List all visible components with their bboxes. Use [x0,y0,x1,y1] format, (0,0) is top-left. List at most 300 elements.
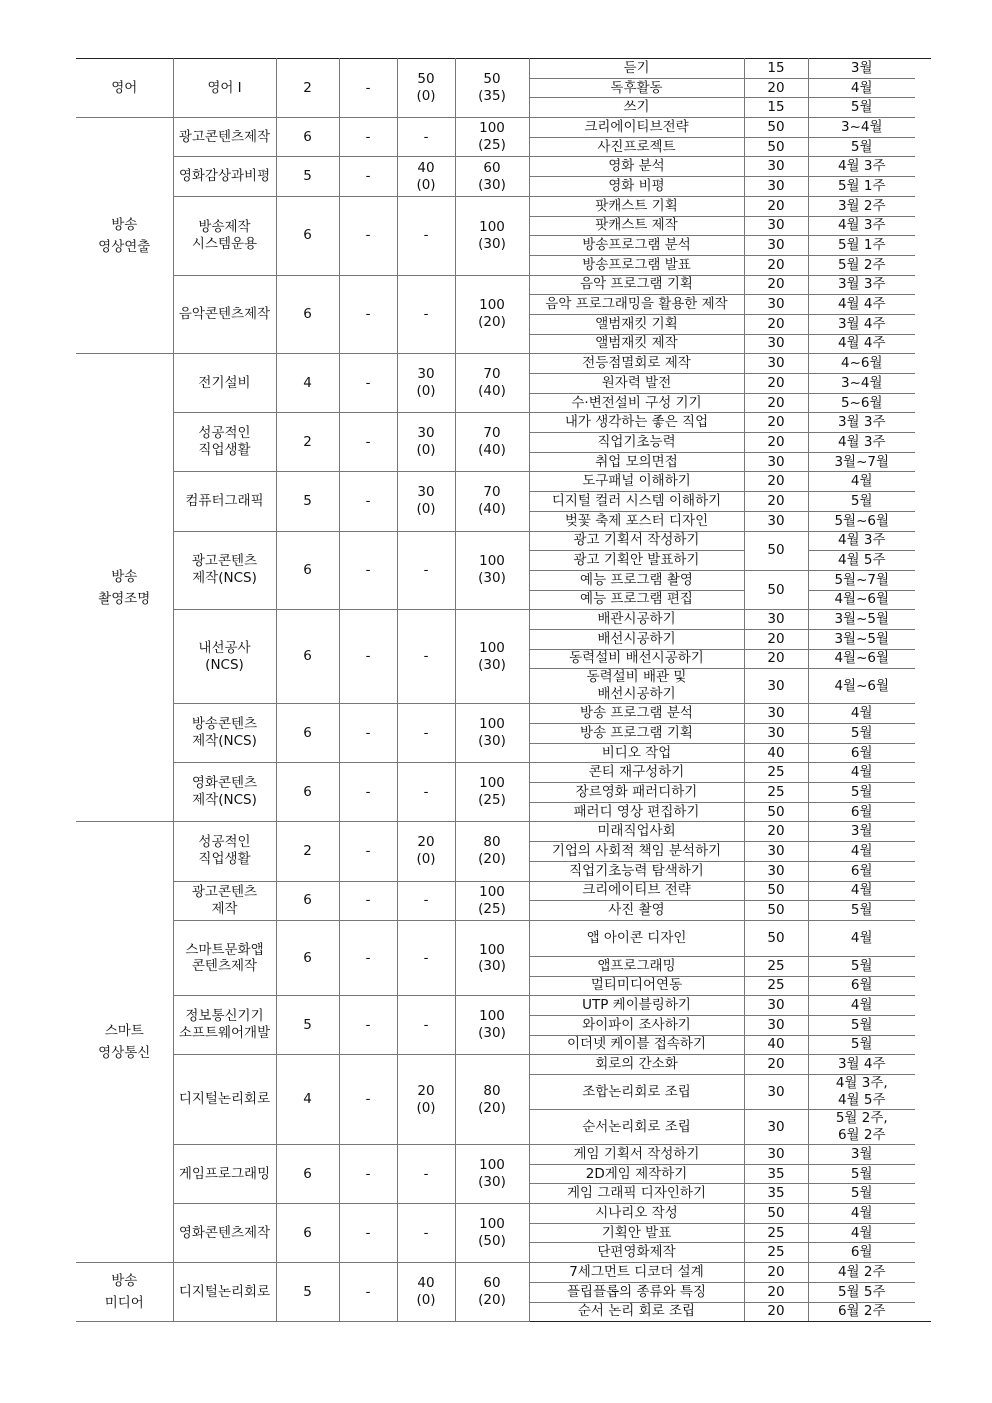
table-row [76,275,931,295]
month-cell: 4월 [808,763,915,783]
value-cell: 50 (0) [397,59,455,118]
spacer-cell [915,763,931,783]
spacer-cell [915,1282,931,1302]
table-row [76,472,931,492]
spacer-cell [915,590,931,610]
score-cell: 20 [744,822,808,842]
task-name-cell: 벚꽃 축제 포스터 디자인 [529,511,744,531]
score-cell: 20 [744,314,808,334]
score-cell: 30 [744,861,808,881]
score-cell: 30 [744,1110,808,1145]
task-name-cell: 멀티미디어연동 [529,976,744,996]
value-cell: - [339,1204,397,1263]
value-cell: 50 (35) [455,59,529,118]
month-cell: 6월 [808,1243,915,1263]
spacer-cell [915,216,931,236]
value-cell: - [339,413,397,472]
value-cell: - [397,196,455,275]
score-cell: 30 [744,1015,808,1035]
table-row [76,1263,931,1283]
score-cell: 30 [744,354,808,374]
table-row [76,822,931,842]
subject-name-cell: 영화콘텐츠제작 [173,1204,276,1263]
spacer-cell [915,551,931,571]
month-cell: 6월 [808,861,915,881]
score-cell: 25 [744,1223,808,1243]
subject-name-cell: 영화감상과비평 [173,157,276,196]
task-name-cell: 방송프로그램 발표 [529,255,744,275]
month-cell: 3~4월 [808,118,915,138]
value-cell: 100 (30) [455,920,529,995]
task-name-cell: 동력설비 배관 및 배선시공하기 [529,669,744,704]
value-cell: - [339,157,397,196]
task-name-cell: 장르영화 패러디하기 [529,783,744,803]
score-cell: 30 [744,669,808,704]
task-name-cell: 영화 비평 [529,177,744,197]
spacer-cell [915,570,931,590]
spacer-cell [915,59,931,79]
subject-name-cell: 스마트문화앱 콘텐츠제작 [173,920,276,995]
spacer-cell [915,374,931,394]
task-name-cell: 앱 아이콘 디자인 [529,920,744,956]
month-cell: 4월 4주 [808,334,915,354]
spacer-cell [915,255,931,275]
task-name-cell: 7세그먼트 디코더 설계 [529,1263,744,1283]
month-cell: 3월 [808,59,915,79]
score-cell: 20 [744,374,808,394]
task-name-cell: 비디오 작업 [529,743,744,763]
spacer-cell [915,956,931,976]
credits-cell: 5 [276,157,339,196]
score-cell: 20 [744,433,808,453]
credits-cell: 4 [276,354,339,413]
table-row [76,1204,931,1224]
task-name-cell: 수·변전설비 구성 기기 [529,393,744,413]
assessment-plan-table [76,58,931,1322]
task-name-cell: 콘티 재구성하기 [529,763,744,783]
task-name-cell: 조합논리회로 조립 [529,1075,744,1110]
value-cell: 100 (30) [455,1145,529,1204]
task-name-cell: 방송 프로그램 기획 [529,724,744,744]
credits-cell: 2 [276,59,339,118]
task-name-cell: 쓰기 [529,98,744,118]
task-name-cell: 미래직업사회 [529,822,744,842]
spacer-cell [915,314,931,334]
value-cell: - [339,472,397,531]
value-cell: - [339,704,397,763]
score-cell: 50 [744,901,808,921]
task-name-cell: 듣기 [529,59,744,79]
task-name-cell: 순서논리회로 조립 [529,1110,744,1145]
month-cell: 5월~6월 [808,511,915,531]
spacer-cell [915,1263,931,1283]
month-cell: 5~6월 [808,393,915,413]
value-cell: 100 (30) [455,531,529,610]
month-cell: 5월 5주 [808,1282,915,1302]
month-cell: 3월~5월 [808,629,915,649]
month-cell: 5월 2주 [808,255,915,275]
month-cell: 5월 [808,724,915,744]
score-cell: 15 [744,98,808,118]
score-cell: 30 [744,177,808,197]
spacer-cell [915,354,931,374]
month-cell: 4월 [808,78,915,98]
value-cell: 100 (25) [455,118,529,157]
credits-cell: 6 [276,1204,339,1263]
credits-cell: 5 [276,472,339,531]
score-cell: 50 [744,570,808,609]
subject-name-cell: 광고콘텐츠제작 [173,118,276,157]
value-cell: - [339,610,397,704]
spacer-cell [915,393,931,413]
score-cell: 30 [744,216,808,236]
spacer-cell [915,1035,931,1055]
credits-cell: 6 [276,881,339,920]
value-cell: 70 (40) [455,354,529,413]
value-cell: 30 (0) [397,413,455,472]
value-cell: - [397,920,455,995]
spacer-cell [915,196,931,216]
month-cell: 3월~5월 [808,610,915,630]
score-cell: 50 [744,920,808,956]
month-cell: 4월 [808,704,915,724]
task-name-cell: 광고 기획서 작성하기 [529,531,744,551]
month-cell: 4월 [808,920,915,956]
spacer-cell [915,137,931,157]
task-name-cell: 음악 프로그램 기획 [529,275,744,295]
value-cell: - [339,1145,397,1204]
score-cell: 30 [744,452,808,472]
credits-cell: 5 [276,1263,339,1322]
task-name-cell: 크리에이티브전략 [529,118,744,138]
task-name-cell: 앱프로그래밍 [529,956,744,976]
score-cell: 20 [744,255,808,275]
score-cell: 25 [744,763,808,783]
spacer-cell [915,724,931,744]
spacer-cell [915,649,931,669]
score-cell: 35 [744,1164,808,1184]
spacer-cell [915,669,931,704]
month-cell: 4월 [808,1204,915,1224]
value-cell: - [339,1263,397,1322]
table-row [76,704,931,724]
score-cell: 20 [744,472,808,492]
value-cell: - [339,196,397,275]
month-cell: 5월 1주 [808,236,915,256]
value-cell: 30 (0) [397,354,455,413]
spacer-cell [915,822,931,842]
month-cell: 5월 [808,492,915,512]
spacer-cell [915,98,931,118]
score-cell: 20 [744,196,808,216]
month-cell: 4월~6월 [808,649,915,669]
task-name-cell: 2D게임 제작하기 [529,1164,744,1184]
spacer-cell [915,334,931,354]
score-cell: 20 [744,78,808,98]
task-name-cell: 순서 논리 회로 조립 [529,1302,744,1322]
month-cell: 3월 3주 [808,275,915,295]
task-name-cell: 회로의 간소화 [529,1055,744,1075]
value-cell: - [339,354,397,413]
value-cell: 100 (20) [455,275,529,354]
month-cell: 4월 [808,1223,915,1243]
spacer-cell [915,610,931,630]
month-cell: 4~6월 [808,354,915,374]
subject-name-cell: 광고콘텐츠 제작 [173,881,276,920]
month-cell: 5월 [808,98,915,118]
score-cell: 25 [744,956,808,976]
value-cell: 100 (25) [455,763,529,822]
task-name-cell: 단편영화제작 [529,1243,744,1263]
spacer-cell [915,295,931,315]
score-cell: 30 [744,157,808,177]
department-cell: 방송 영상연출 [76,118,173,354]
spacer-cell [915,1243,931,1263]
subject-name-cell: 컴퓨터그래픽 [173,472,276,531]
spacer-cell [915,743,931,763]
score-cell: 30 [744,610,808,630]
table-row [76,996,931,1016]
credits-cell: 6 [276,610,339,704]
spacer-cell [915,1055,931,1075]
month-cell: 3월 [808,1145,915,1165]
month-cell: 5월~7월 [808,570,915,590]
table-row [76,118,931,138]
month-cell: 5월 [808,1015,915,1035]
spacer-cell [915,783,931,803]
spacer-cell [915,1015,931,1035]
table-row [76,59,931,79]
spacer-cell [915,177,931,197]
score-cell: 50 [744,118,808,138]
month-cell: 4월 2주 [808,1263,915,1283]
value-cell: 100 (25) [455,881,529,920]
month-cell: 5월 [808,956,915,976]
task-name-cell: 이더넷 케이블 접속하기 [529,1035,744,1055]
month-cell: 6월 [808,802,915,822]
score-cell: 25 [744,783,808,803]
table-row [76,531,931,551]
month-cell: 4월 3주 [808,531,915,551]
subject-name-cell: 게임프로그래밍 [173,1145,276,1204]
month-cell: 3월 4주 [808,314,915,334]
spacer-cell [915,492,931,512]
table-row [76,610,931,630]
task-name-cell: 앨범재킷 제작 [529,334,744,354]
score-cell: 30 [744,842,808,862]
month-cell: 4월 3주 [808,433,915,453]
value-cell: 100 (30) [455,996,529,1055]
department-cell: 방송 미디어 [76,1263,173,1322]
value-cell: - [397,996,455,1055]
task-name-cell: 게임 그래픽 디자인하기 [529,1184,744,1204]
score-cell: 20 [744,492,808,512]
spacer-cell [915,996,931,1016]
task-name-cell: 영화 분석 [529,157,744,177]
score-cell: 20 [744,1055,808,1075]
task-name-cell: 음악 프로그래밍을 활용한 제작 [529,295,744,315]
score-cell: 30 [744,295,808,315]
month-cell: 3월~7월 [808,452,915,472]
credits-cell: 6 [276,920,339,995]
subject-name-cell: 성공적인 직업생활 [173,822,276,881]
month-cell: 3월 [808,822,915,842]
value-cell: 100 (30) [455,196,529,275]
value-cell: 70 (40) [455,472,529,531]
score-cell: 30 [744,236,808,256]
task-name-cell: UTP 케이블링하기 [529,996,744,1016]
subject-name-cell: 음악콘텐츠제작 [173,275,276,354]
spacer-cell [915,531,931,551]
table-row [76,157,931,177]
task-name-cell: 사진프로젝트 [529,137,744,157]
department-cell: 스마트 영상통신 [76,822,173,1263]
credits-cell: 5 [276,996,339,1055]
score-cell: 20 [744,413,808,433]
spacer-cell [915,275,931,295]
subject-name-cell: 방송콘텐츠 제작(NCS) [173,704,276,763]
month-cell: 5월 [808,1164,915,1184]
month-cell: 4월 [808,842,915,862]
score-cell: 30 [744,704,808,724]
department-cell: 영어 [76,59,173,118]
subject-name-cell: 전기설비 [173,354,276,413]
month-cell: 4월 4주 [808,295,915,315]
month-cell: 6월 [808,743,915,763]
value-cell: - [339,1055,397,1145]
spacer-cell [915,629,931,649]
score-cell: 25 [744,976,808,996]
value-cell: 20 (0) [397,822,455,881]
spacer-cell [915,118,931,138]
task-name-cell: 방송프로그램 분석 [529,236,744,256]
score-cell: 30 [744,511,808,531]
task-name-cell: 직업기초능력 탐색하기 [529,861,744,881]
task-name-cell: 예능 프로그램 편집 [529,590,744,610]
value-cell: 60 (30) [455,157,529,196]
task-name-cell: 내가 생각하는 좋은 직업 [529,413,744,433]
month-cell: 5월 [808,1184,915,1204]
spacer-cell [915,1110,931,1145]
month-cell: 5월 [808,783,915,803]
spacer-cell [915,413,931,433]
month-cell: 5월 [808,1035,915,1055]
table-row [76,196,931,216]
value-cell: 80 (20) [455,1055,529,1145]
month-cell: 5월 [808,901,915,921]
subject-name-cell: 성공적인 직업생활 [173,413,276,472]
task-name-cell: 취업 모의면접 [529,452,744,472]
score-cell: 30 [744,724,808,744]
score-cell: 50 [744,881,808,901]
score-cell: 25 [744,1243,808,1263]
department-cell: 방송 촬영조명 [76,354,173,822]
table-body [76,59,931,1322]
spacer-cell [915,511,931,531]
subject-name-cell: 영화콘텐츠 제작(NCS) [173,763,276,822]
task-name-cell: 배관시공하기 [529,610,744,630]
spacer-cell [915,1204,931,1224]
score-cell: 40 [744,1035,808,1055]
month-cell: 4월 [808,996,915,1016]
month-cell: 3월 2주 [808,196,915,216]
spacer-cell [915,704,931,724]
task-name-cell: 크리에이티브 전략 [529,881,744,901]
score-cell: 15 [744,59,808,79]
score-cell: 30 [744,1075,808,1110]
spacer-cell [915,1302,931,1322]
credits-cell: 6 [276,196,339,275]
score-cell: 20 [744,649,808,669]
value-cell: 40 (0) [397,157,455,196]
value-cell: 100 (50) [455,1204,529,1263]
spacer-cell [915,1075,931,1110]
value-cell: - [397,275,455,354]
task-name-cell: 동력설비 배선시공하기 [529,649,744,669]
month-cell: 4월 3주 [808,157,915,177]
score-cell: 50 [744,802,808,822]
month-cell: 3월 4주 [808,1055,915,1075]
table-row [76,354,931,374]
value-cell: 100 (30) [455,704,529,763]
month-cell: 5월 [808,137,915,157]
month-cell: 4월 [808,881,915,901]
month-cell: 6월 2주 [808,1302,915,1322]
task-name-cell: 배선시공하기 [529,629,744,649]
spacer-cell [915,861,931,881]
table-row [76,1145,931,1165]
subject-name-cell: 디지털논리회로 [173,1263,276,1322]
task-name-cell: 게임 기획서 작성하기 [529,1145,744,1165]
spacer-cell [915,78,931,98]
score-cell: 20 [744,1282,808,1302]
spacer-cell [915,976,931,996]
value-cell: 100 (30) [455,610,529,704]
subject-name-cell: 내선공사 (NCS) [173,610,276,704]
table-row [76,413,931,433]
spacer-cell [915,901,931,921]
task-name-cell: 방송 프로그램 분석 [529,704,744,724]
value-cell: 60 (20) [455,1263,529,1322]
value-cell: 80 (20) [455,822,529,881]
score-cell: 50 [744,1204,808,1224]
score-cell: 30 [744,334,808,354]
subject-name-cell: 방송제작 시스템운용 [173,196,276,275]
credits-cell: 2 [276,822,339,881]
value-cell: - [397,704,455,763]
month-cell: 3~4월 [808,374,915,394]
spacer-cell [915,881,931,901]
spacer-cell [915,1184,931,1204]
task-name-cell: 예능 프로그램 촬영 [529,570,744,590]
month-cell: 4월~6월 [808,669,915,704]
value-cell: - [339,118,397,157]
task-name-cell: 도구패널 이해하기 [529,472,744,492]
credits-cell: 2 [276,413,339,472]
task-name-cell: 원자력 발전 [529,374,744,394]
score-cell: 30 [744,996,808,1016]
subject-name-cell: 정보통신기기 소프트웨어개발 [173,996,276,1055]
month-cell: 4월 3주 [808,216,915,236]
value-cell: - [397,118,455,157]
task-name-cell: 와이파이 조사하기 [529,1015,744,1035]
month-cell: 4월~6월 [808,590,915,610]
value-cell: - [339,881,397,920]
score-cell: 20 [744,1263,808,1283]
spacer-cell [915,920,931,956]
value-cell: - [397,763,455,822]
table-row [76,763,931,783]
